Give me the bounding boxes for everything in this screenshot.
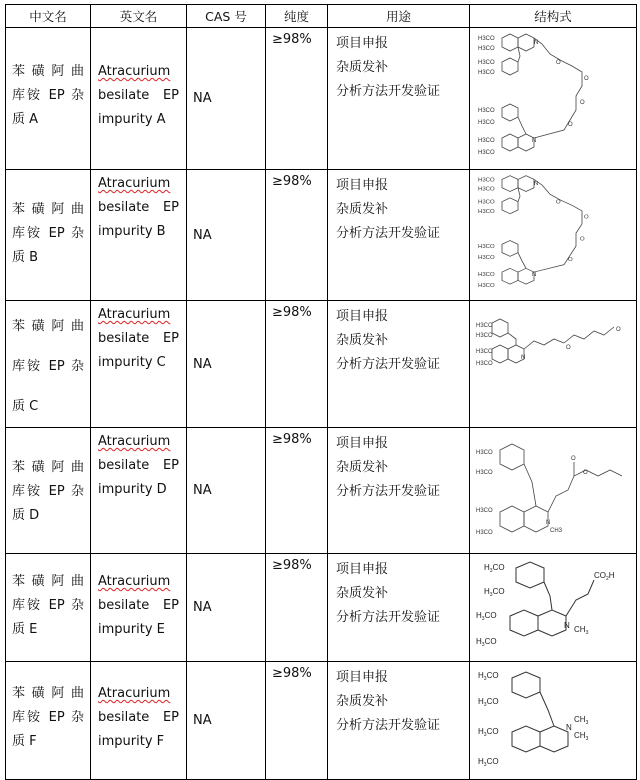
benzyl-bond	[508, 333, 516, 345]
lower-isoquinoline	[502, 104, 537, 151]
methoxy-label: H3CO	[476, 530, 493, 536]
oxygen-label: O	[556, 60, 561, 66]
cn-name-cell: 苯磺阿曲 库铵 EP 杂 质 E	[6, 554, 91, 662]
structure-image-b	[472, 172, 632, 298]
structure-image-d	[472, 430, 632, 548]
benzyl-bond	[518, 188, 520, 202]
header-use: 用途	[328, 5, 470, 28]
piperidine-ring	[538, 610, 566, 636]
benzene-ring	[512, 726, 540, 752]
nitrogen-label: N	[532, 138, 537, 144]
table-row	[6, 170, 637, 301]
benzene-ring	[502, 268, 518, 284]
benzene-ring	[516, 562, 544, 588]
header-en-name: 英文名	[91, 5, 187, 28]
methoxy-label: H3CO	[478, 46, 495, 52]
oxygen-label: O	[583, 470, 588, 476]
benzene-ring	[502, 198, 518, 214]
table-row	[6, 301, 637, 428]
benzene-ring	[492, 319, 508, 337]
cas-cell: NA	[187, 662, 266, 780]
methoxy-label: H3CO	[476, 470, 493, 476]
nitrogen-label: N	[546, 520, 551, 526]
methoxy-label: H3CO	[478, 108, 495, 114]
structure-cell	[470, 170, 637, 301]
cas-cell: NA	[187, 301, 266, 428]
benzene-ring	[502, 58, 518, 75]
methoxy-label: H3CO	[478, 138, 495, 144]
en-name-cell: Atracurium besilate EP impurity D	[91, 428, 187, 554]
benzene-ring	[492, 345, 508, 363]
cas-cell: NA	[187, 554, 266, 662]
methoxy-label: H3CO	[478, 60, 495, 66]
nitrogen-label: N	[521, 355, 526, 361]
ester-chain	[564, 327, 614, 343]
oxygen-label: O	[568, 257, 573, 263]
en-name-cell: Atracurium besilate EP impurity A	[91, 28, 187, 170]
methoxy-label: $H_3CO$	[476, 637, 497, 648]
methoxy-label: $H_3CO$	[478, 671, 499, 682]
methoxy-label: H3CO	[478, 271, 495, 278]
cn-name-cell: 苯磺阿曲 库铵 EP 杂 质 F	[6, 662, 91, 780]
methoxy-label: $H_3CO$	[478, 727, 499, 738]
methoxy-label: H3CO	[476, 361, 493, 367]
methoxy-label: H3CO	[478, 199, 495, 206]
piperidine-ring	[518, 34, 534, 51]
nitrogen-label: N	[564, 621, 570, 630]
table-row	[6, 554, 637, 662]
purity-cell: ≥98%	[266, 170, 328, 301]
structure-cell	[470, 301, 637, 428]
methoxy-label: H3CO	[478, 208, 495, 215]
carboxyl-label: $CO_2H$	[594, 571, 615, 582]
en-name-cell: Atracurium besilate EP impurity F	[91, 662, 187, 780]
benzyl-bond	[518, 253, 526, 269]
cn-name-cell: 苯磺阿曲 库铵 EP 杂 质 D	[6, 428, 91, 554]
purity-cell: ≥98%	[266, 554, 328, 662]
benzyl-bond	[518, 117, 526, 134]
table-row	[6, 428, 637, 554]
oxygen-label: O	[580, 100, 585, 106]
benzyl-bond	[544, 582, 552, 610]
methoxy-label: H3CO	[478, 186, 495, 193]
bis-isoquinolinium-structure	[478, 34, 589, 156]
benzene-ring	[510, 610, 538, 636]
cn-name-cell: 苯磺阿曲 库铵 EP 杂 质 A	[6, 28, 91, 170]
methoxy-label: $H_3CO$	[478, 697, 499, 708]
purity-cell: ≥98%	[266, 28, 328, 170]
purity-cell: ≥98%	[266, 301, 328, 428]
structure-cell	[470, 428, 637, 554]
nitrogen-label: N	[534, 181, 539, 187]
methoxy-label: H3CO	[476, 333, 493, 339]
use-cell: 项目申报 杂质发补 分析方法开发验证	[328, 28, 470, 170]
purity-cell: ≥98%	[266, 662, 328, 780]
methoxy-label: H3CO	[478, 150, 495, 156]
nitrogen-label: N	[532, 271, 537, 278]
en-name-cell: Atracurium besilate EP impurity B	[91, 170, 187, 301]
use-cell: 项目申报 杂质发补 分析方法开发验证	[328, 662, 470, 780]
table-row	[6, 662, 637, 780]
diester-linker	[534, 179, 582, 272]
methyl-label: $CH_3$	[574, 625, 589, 636]
methoxy-label: H3CO	[478, 120, 495, 126]
methoxy-label: $H_3CO$	[484, 563, 505, 574]
benzyl-bond	[540, 692, 554, 726]
structure-cell	[470, 662, 637, 780]
cas-cell: NA	[187, 28, 266, 170]
table-row	[6, 28, 637, 170]
use-cell: 项目申报 杂质发补 分析方法开发验证	[328, 554, 470, 662]
methoxy-label: H3CO	[478, 255, 495, 262]
benzene-ring	[502, 104, 518, 121]
ester-chain	[524, 339, 564, 349]
methoxy-label: H3CO	[476, 349, 493, 355]
methoxy-label: H3CO	[478, 283, 495, 289]
header-row	[6, 5, 637, 28]
cn-name-cell: 苯磺阿曲 库铵 EP 杂 质 B	[6, 170, 91, 301]
nitrogen-label: N	[566, 723, 572, 732]
structure-image-f	[472, 664, 632, 776]
cn-name-cell: 苯磺阿曲 库铵 EP 杂 质 C	[6, 301, 91, 428]
methoxy-label: H3CO	[478, 70, 495, 76]
use-cell: 项目申报 杂质发补 分析方法开发验证	[328, 170, 470, 301]
benzene-ring	[502, 34, 518, 51]
nitrogen-label: N	[534, 40, 539, 46]
lower-isoquinoline	[502, 241, 537, 285]
methyl-label: $CH_3$	[574, 715, 589, 726]
methoxy-label: H3CO	[476, 450, 493, 456]
methoxy-label: H3CO	[476, 508, 493, 514]
en-name-cell: Atracurium besilate EP impurity C	[91, 301, 187, 428]
piperidine-ring	[540, 726, 568, 752]
benzyl-bond	[518, 47, 520, 62]
benzene-ring	[500, 444, 524, 470]
cas-cell: NA	[187, 170, 266, 301]
cas-cell: NA	[187, 428, 266, 554]
methyl-label: CH3	[550, 528, 563, 534]
benzene-ring	[502, 134, 518, 151]
oxygen-label: O	[580, 236, 585, 243]
methoxy-label: $H_3CO$	[478, 757, 499, 768]
structure-image-e	[472, 556, 632, 658]
methoxy-label: $H_3CO$	[476, 611, 497, 622]
upper-isoquinoline	[502, 34, 534, 75]
piperidine-ring	[524, 506, 551, 532]
oxygen-label: O	[571, 456, 576, 462]
methoxy-label: H3CO	[476, 323, 493, 329]
ester-chain	[548, 470, 622, 512]
oxygen-label: O	[556, 199, 561, 206]
use-cell: 项目申报 杂质发补 分析方法开发验证	[328, 428, 470, 554]
oxygen-label: O	[584, 76, 589, 82]
use-cell: 项目申报 杂质发补 分析方法开发验证	[328, 301, 470, 428]
bis-isoquinolinium-structure	[478, 176, 589, 289]
oxygen-label: O	[566, 345, 571, 351]
methoxy-label: H3CO	[478, 244, 495, 250]
methoxy-label: $H_3CO$	[484, 587, 505, 598]
structure-image-a	[472, 30, 632, 166]
benzyl-bond	[524, 464, 536, 506]
oxygen-label: O	[568, 122, 573, 128]
oxygen-label: O	[584, 214, 589, 221]
benzene-ring	[502, 176, 518, 192]
header-cn-name: 中文名	[6, 5, 91, 28]
diester-linker	[534, 38, 582, 138]
benzene-ring	[512, 672, 540, 698]
oxygen-label: O	[616, 327, 621, 333]
methyl-label: $CH_3$	[574, 731, 589, 742]
methoxy-label: H3CO	[478, 36, 495, 42]
benzene-ring	[502, 241, 518, 257]
methoxy-label: H3CO	[478, 177, 495, 184]
upper-isoquinoline	[502, 176, 534, 214]
structure-cell	[470, 28, 637, 170]
purity-cell: ≥98%	[266, 428, 328, 554]
header-purity: 纯度	[266, 5, 328, 28]
acid-chain	[566, 580, 594, 616]
en-name-cell: Atracurium besilate EP impurity E	[91, 554, 187, 662]
header-cas: CAS 号	[187, 5, 266, 28]
piperidine-ring	[518, 176, 534, 192]
structure-cell	[470, 554, 637, 662]
header-structure: 结构式	[470, 5, 637, 28]
benzene-ring	[500, 506, 524, 532]
impurity-table	[5, 4, 637, 780]
structure-image-c	[472, 303, 632, 383]
